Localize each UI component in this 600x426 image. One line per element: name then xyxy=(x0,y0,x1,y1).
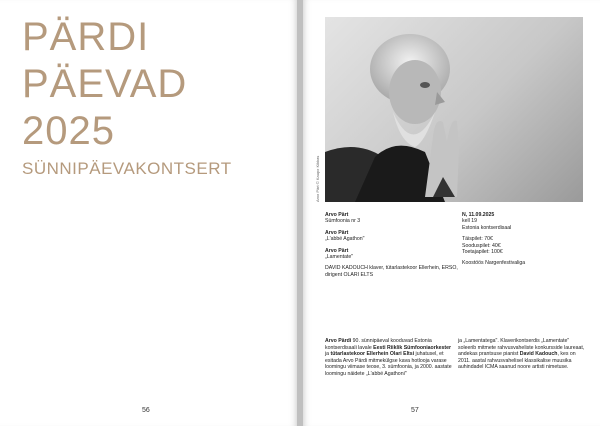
body-text-bold: Eesti Riiklik Sümfooniaorkester xyxy=(373,344,451,351)
performer-text: klaver, tütarlastekoor Ellerhein, ERSO, dirigent xyxy=(325,265,458,278)
body-text: juhatusel, et esitada Arvo Pärdi mitmekülgse kava hotlooja varase loomingu viimase teose, 3. sümfoonia, ja 2000. aastate loomingu näidete „L'abbé Agathoni" xyxy=(325,351,452,377)
event-time: kell 19 xyxy=(462,218,477,225)
program-item xyxy=(325,248,463,261)
work-title: Sümfoonia nr 3 xyxy=(325,218,361,225)
body-column-2 xyxy=(458,338,588,371)
page-number-left: 56 xyxy=(142,407,150,414)
body-text: ja xyxy=(325,351,331,357)
price-item: Toetajapilet: 100€ xyxy=(462,249,503,256)
event-info xyxy=(462,212,587,267)
performers xyxy=(325,265,463,278)
body-text-bold: tütarlastekoor Ellerhein Olari Eltsi xyxy=(330,351,415,357)
body-text: ja „Lamentatega". Klaverikontserdis „Lamentate" soleerib mitmete rahvusvaheliste konkursside laureaat, andekas prantsuse pianist xyxy=(458,338,585,357)
work-composer: Arvo Pärt xyxy=(325,247,349,254)
program-list xyxy=(325,212,463,278)
right-page xyxy=(303,0,600,426)
portrait-photo xyxy=(325,17,583,202)
title-line-1: PÄRDI xyxy=(22,15,150,59)
body-text-bold: Arvo Pärdi xyxy=(325,338,352,344)
body-text: 90. sünnipäeval kooduvad Estonia kontserdisaali lavale xyxy=(325,338,432,351)
performer-name: OLARI ELTS xyxy=(343,271,374,278)
program-item xyxy=(325,230,463,243)
organizer-note: Koostöös Nargenfestivaliga xyxy=(462,260,526,267)
price-item: Sooduspilet: 40€ xyxy=(462,242,501,249)
work-composer: Arvo Pärt xyxy=(325,229,349,236)
body-text: , kes on 2011. aastal rahvusvahelisel klassikalise muusika auhindadel ICMA saanud noore artisti nimetuse. xyxy=(458,351,576,370)
title-line-2: PÄEVAD xyxy=(22,62,188,106)
title-block xyxy=(22,14,232,179)
title-line-3: 2025 xyxy=(22,109,115,153)
page-number-right: 57 xyxy=(411,407,419,414)
price-item: Täispilet: 70€ xyxy=(462,236,493,243)
work-title: „L'abbé Agathon" xyxy=(325,236,365,243)
program-item xyxy=(325,212,463,225)
work-composer: Arvo Pärt xyxy=(325,212,349,218)
subtitle: SÜNNIPÄEVAKONTSERT xyxy=(22,159,232,178)
event-date: N, 11.09.2025 xyxy=(462,212,495,218)
left-page xyxy=(0,0,297,426)
body-text-bold: David Kadouch xyxy=(519,351,558,357)
performer-name: DAVID KADOUCH xyxy=(325,265,368,272)
body-column-1 xyxy=(325,338,455,377)
portrait-image xyxy=(325,17,583,202)
work-title: „Lamentate" xyxy=(325,254,354,261)
ticket-prices xyxy=(462,236,587,255)
event-venue: Estonia kontserdisaal xyxy=(462,224,512,231)
photo-credit: Arvo Pärt © Kaupo Kikkas xyxy=(315,155,320,202)
